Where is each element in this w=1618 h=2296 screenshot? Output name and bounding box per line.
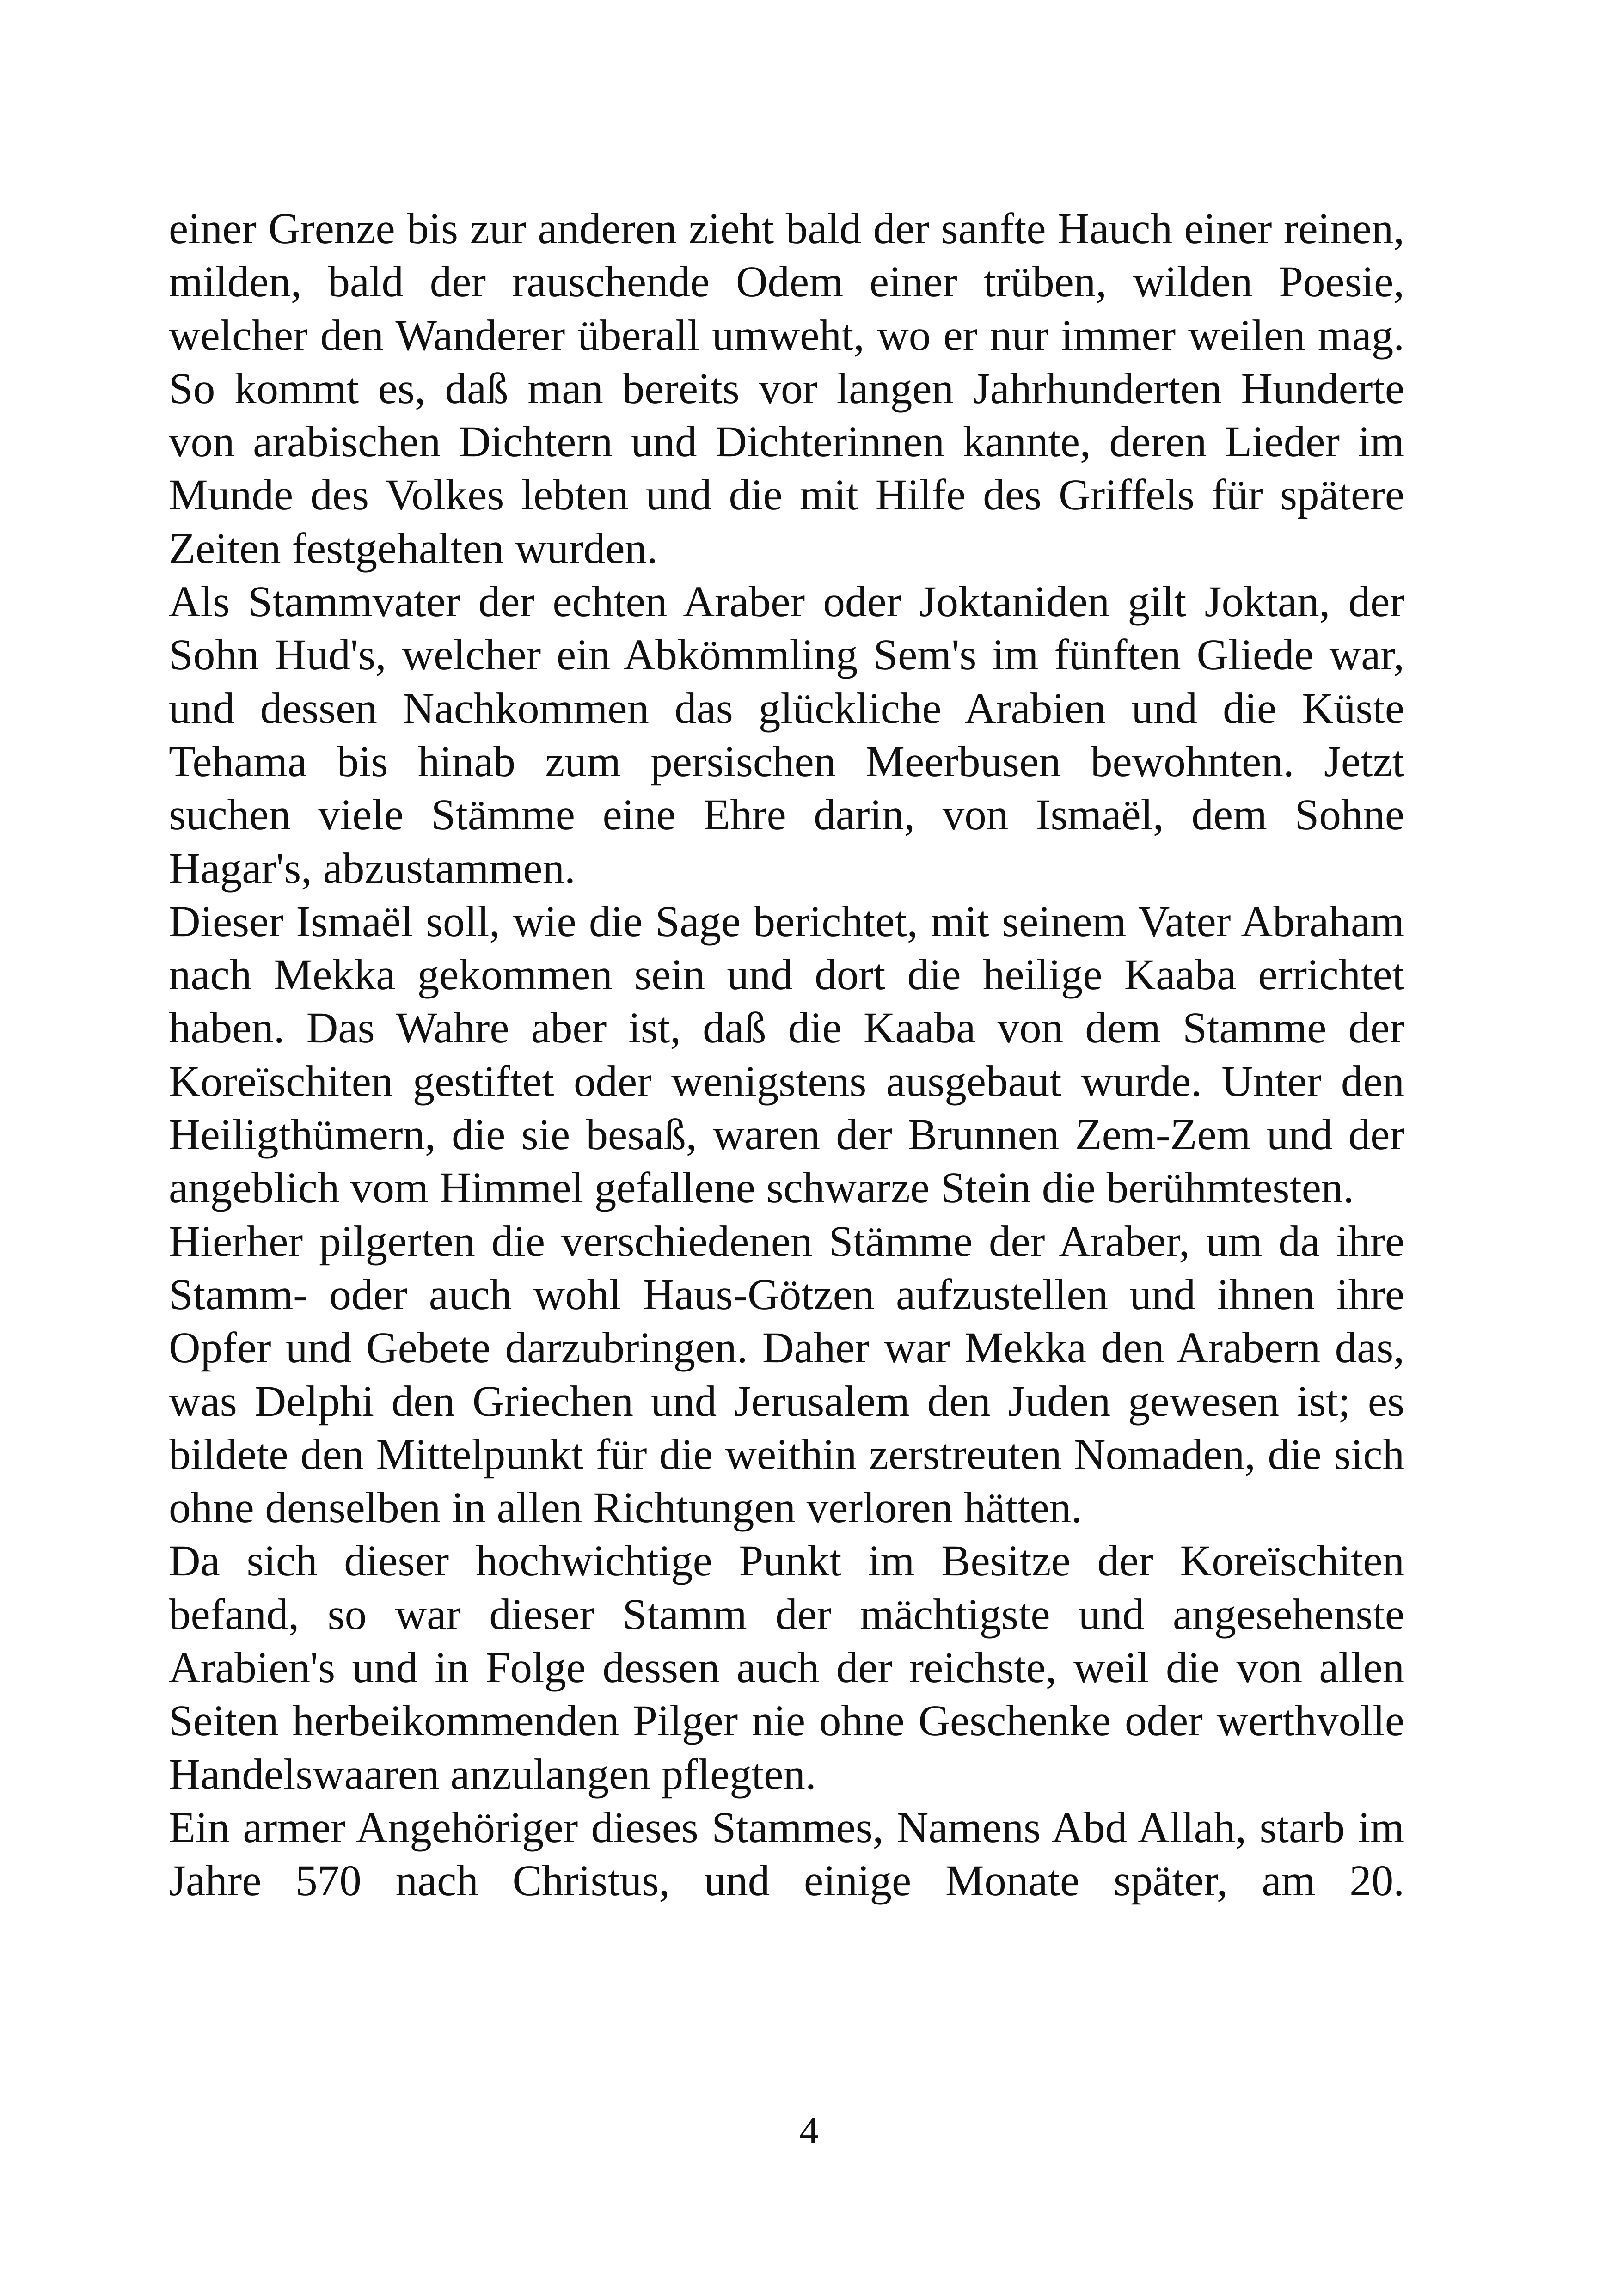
page-number: 4 [799, 2109, 819, 2152]
body-text [169, 202, 1404, 1908]
paragraph-2: Als Stammvater der echten Araber oder Joktaniden gilt Joktan, der Sohn Hud's, welcher ein Abkömmling Sem's im fünften Gliede war, und dessen Nachkommen das glückliche Arabien und die Küste Tehama bis hinab zum persischen Meerbusen bewohnten. Jetzt suchen viele Stämme eine Ehre darin, von Ismaël, dem Sohne Hagar's, abzustammen. [169, 577, 1404, 893]
paragraph-1: einer Grenze bis zur anderen zieht bald der sanfte Hauch einer reinen, milden, bald der rauschende Odem einer trüben, wilden Poesie, welcher den Wanderer überall umweht, wo er nur immer weilen mag. So kommt es, daß man bereits vor langen Jahrhunderten Hunderte von arabischen Dichtern und Dichterinnen kannte, deren Lieder im Munde des Volkes lebten und die mit Hilfe des Griffels für spätere Zeiten festgehalten wurden. [169, 204, 1404, 573]
paragraph-6: Ein armer Angehöriger dieses Stammes, Namens Abd Allah, starb im Jahre 570 nach Christus, und einige Monate später, am 20. [169, 1802, 1404, 1905]
paragraph-5: Da sich dieser hochwichtige Punkt im Besitze der Koreïschiten befand, so war dieser Stamm der mächtigste und angesehenste Arabien's und in Folge dessen auch der reichste, weil die von allen Seiten herbeikommenden Pilger nie ohne Geschenke oder werthvolle Handelswaaren anzulangen pflegten. [169, 1536, 1404, 1799]
paragraph-4: Hierher pilgerten die verschiedenen Stämme der Araber, um da ihre Stamm- oder auch wohl Haus-Götzen aufzustellen und ihnen ihre Opfer und Gebete darzubringen. Daher war Mekka den Arabern das, was Delphi den Griechen und Jerusalem den Juden gewesen ist; es bildete den Mittelpunkt für die weithin zerstreuten Nomaden, die sich ohne denselben in allen Richtungen verloren hätten. [169, 1216, 1404, 1532]
paragraph-3: Dieser Ismaël soll, wie die Sage berichtet, mit seinem Vater Abraham nach Mekka gekommen sein und dort die heilige Kaaba errichtet haben. Das Wahre aber ist, daß die Kaaba von dem Stamme der Koreïschiten gestiftet oder wenigstens ausgebaut wurde. Unter den Heiligthümern, die sie besaß, waren der Brunnen Zem-Zem und der angeblich vom Himmel gefallene schwarze Stein die berühmtesten. [169, 896, 1404, 1212]
